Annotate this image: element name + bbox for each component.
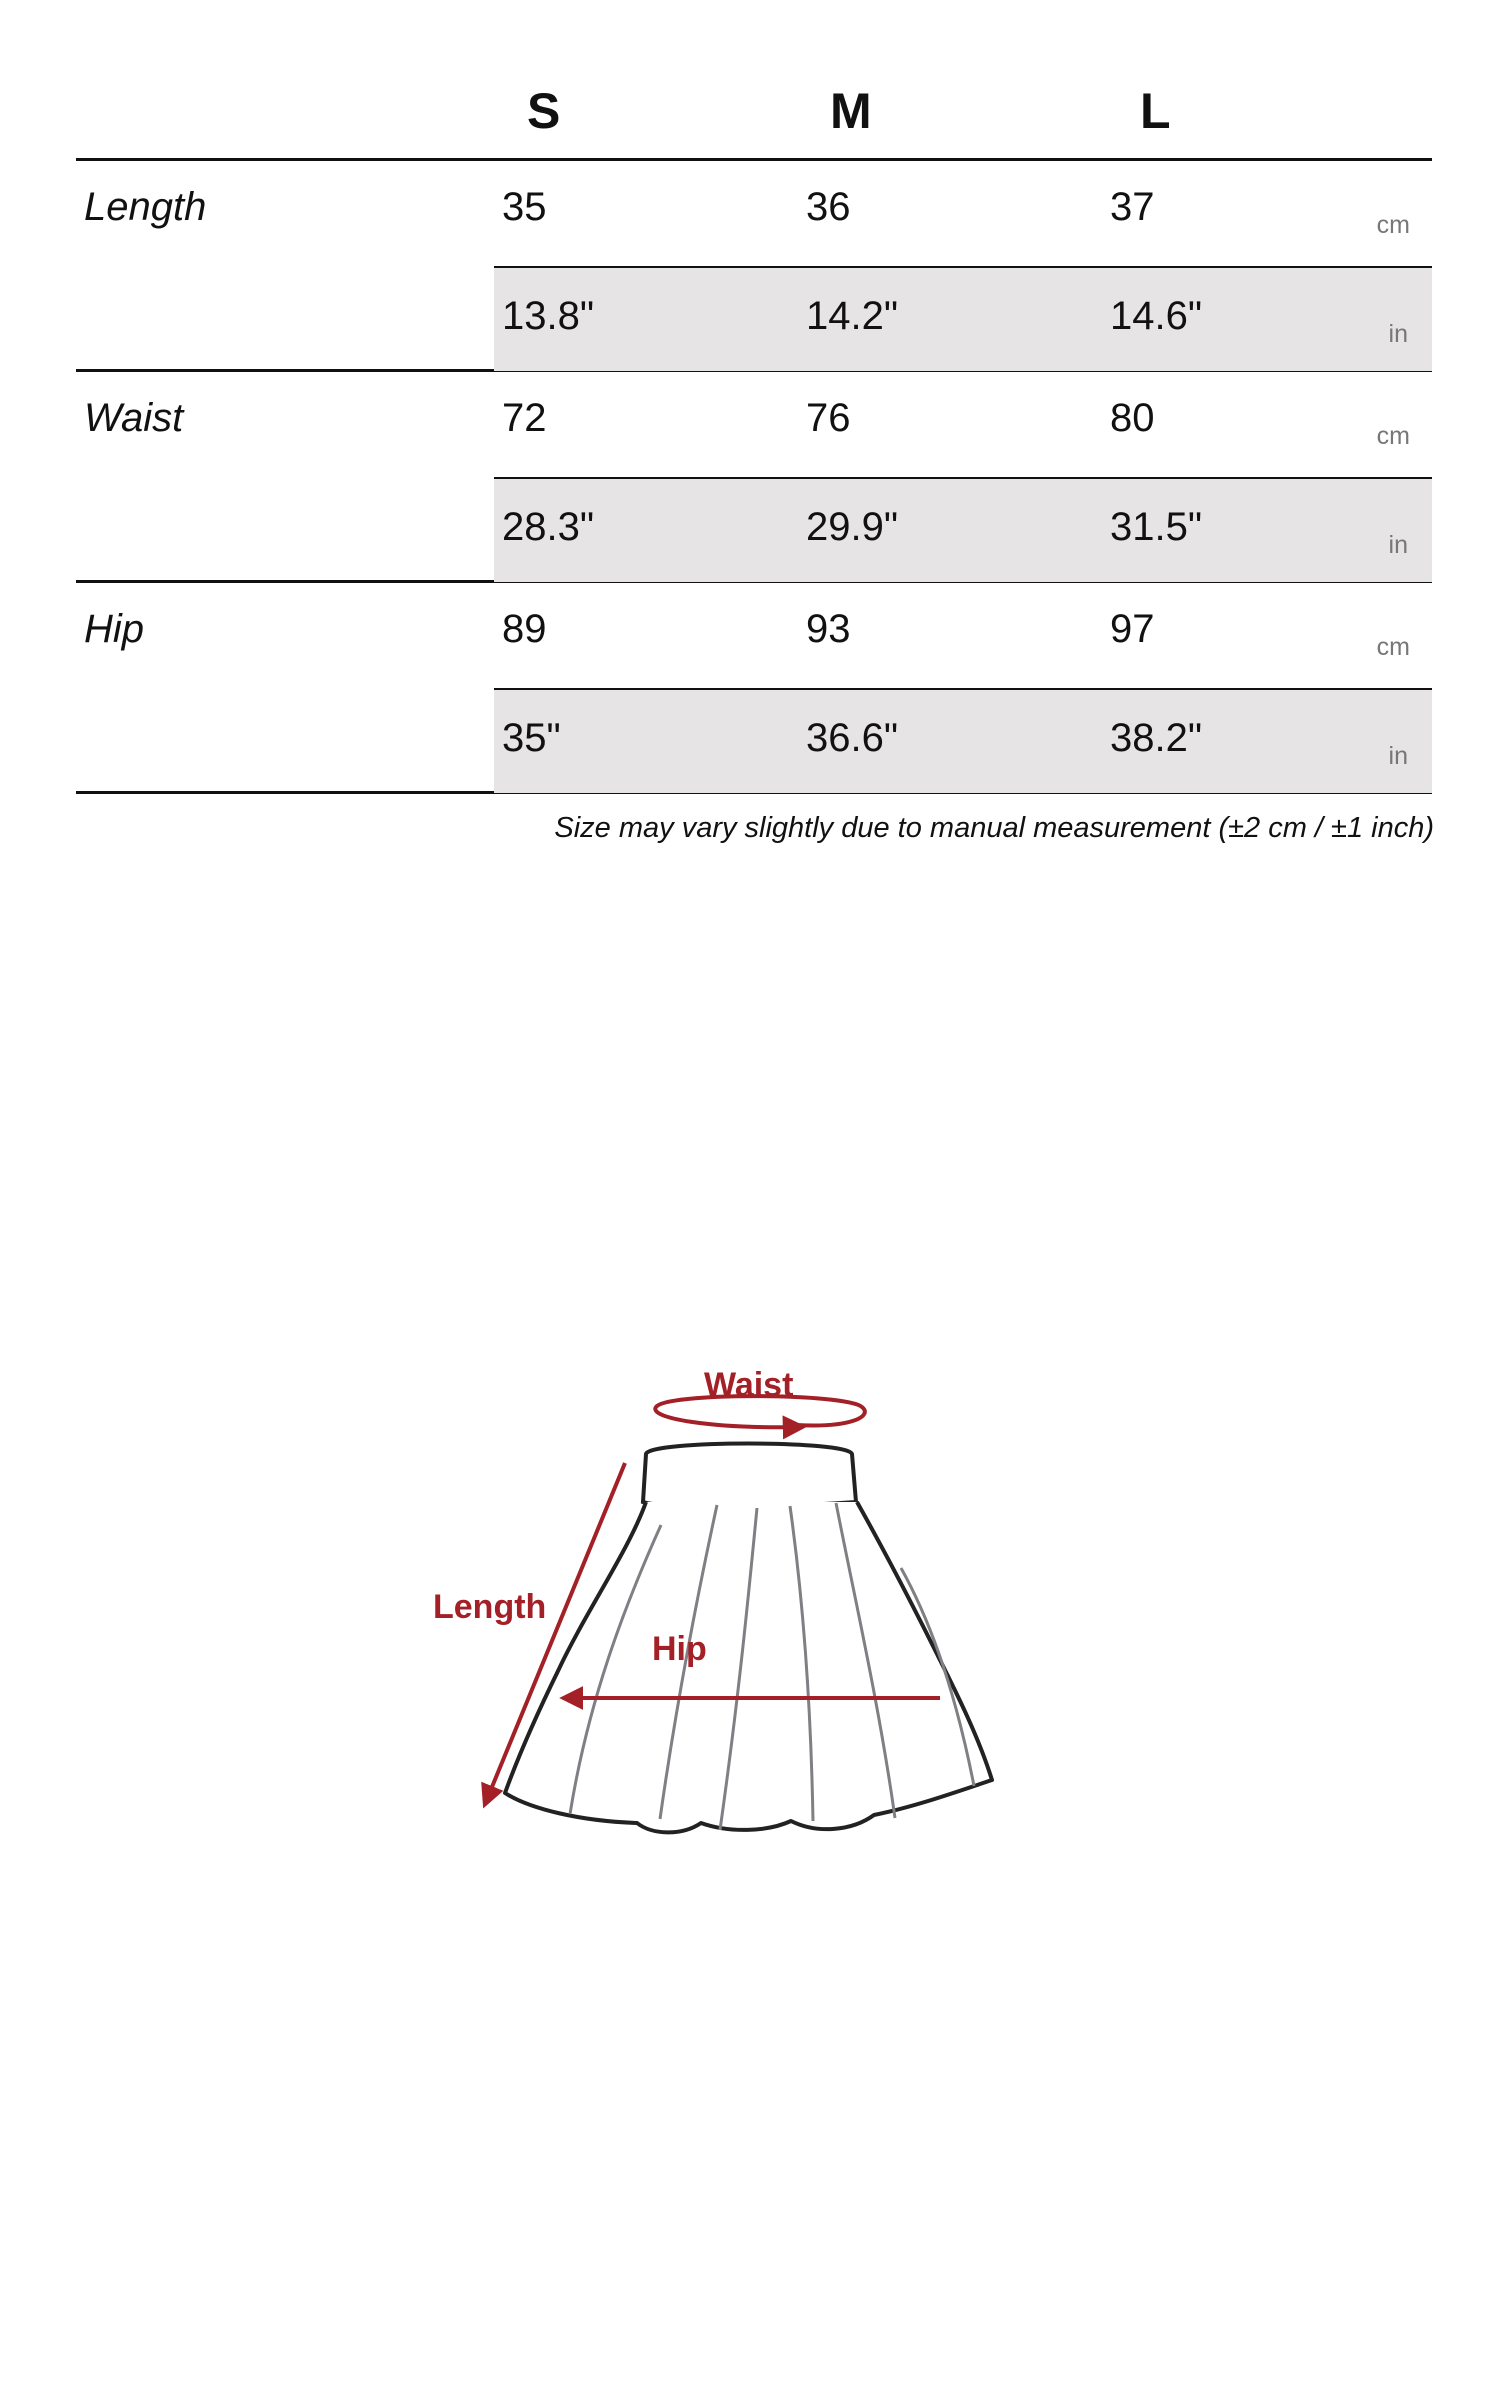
length-measure-group: [76, 161, 1432, 372]
size-header-row: [76, 80, 1432, 161]
hip-cm-row: [494, 583, 1432, 686]
waist-measure-group: [76, 372, 1432, 583]
hip-in-m: 36.6": [806, 716, 899, 760]
waist-in-s: 28.3": [502, 505, 595, 549]
length-cm-l: 37: [1110, 185, 1155, 229]
waist-in-unit: in: [1388, 531, 1408, 559]
length-diagram-label: Length: [433, 1588, 547, 1626]
waist-cm-l: 80: [1110, 396, 1155, 440]
hip-in-unit: in: [1388, 742, 1408, 770]
waist-cm-m: 76: [806, 396, 851, 440]
waist-in-l: 31.5": [1110, 505, 1203, 549]
waist-in-row: [494, 477, 1432, 582]
waist-cm-unit: cm: [1376, 422, 1410, 450]
skirt-measurement-diagram: [400, 1360, 1020, 1900]
skirt-illustration: [505, 1444, 992, 1833]
hip-diagram-label: Hip: [652, 1630, 707, 1668]
hip-cm-unit: cm: [1376, 633, 1410, 661]
waist-cm-row: [494, 372, 1432, 475]
waist-in-m: 29.9": [806, 505, 899, 549]
waist-label: Waist: [84, 396, 184, 440]
measurement-note: Size may vary slightly due to manual measurement (±2 cm / ±1 inch): [554, 812, 1434, 844]
length-cm-m: 36: [806, 185, 851, 229]
waist-diagram-label: Waist: [704, 1366, 794, 1404]
hip-in-l: 38.2": [1110, 716, 1203, 760]
length-cm-unit: cm: [1376, 211, 1410, 239]
size-chart-table: [76, 80, 1432, 794]
length-in-m: 14.2": [806, 294, 899, 338]
size-heading-s: S: [527, 83, 561, 139]
hip-label: Hip: [84, 607, 145, 651]
hip-in-s: 35": [502, 716, 561, 760]
length-in-unit: in: [1388, 320, 1408, 348]
length-label: Length: [84, 185, 207, 229]
length-cm-s: 35: [502, 185, 547, 229]
hip-cm-m: 93: [806, 607, 851, 651]
hip-cm-l: 97: [1110, 607, 1155, 651]
length-cm-row: [494, 161, 1432, 264]
size-heading-l: L: [1140, 83, 1171, 139]
size-heading-m: M: [830, 83, 872, 139]
waist-cm-s: 72: [502, 396, 547, 440]
length-in-l: 14.6": [1110, 294, 1203, 338]
length-in-row: [494, 266, 1432, 371]
length-in-s: 13.8": [502, 294, 595, 338]
hip-measure-group: [76, 583, 1432, 794]
hip-in-row: [494, 688, 1432, 793]
hip-cm-s: 89: [502, 607, 547, 651]
